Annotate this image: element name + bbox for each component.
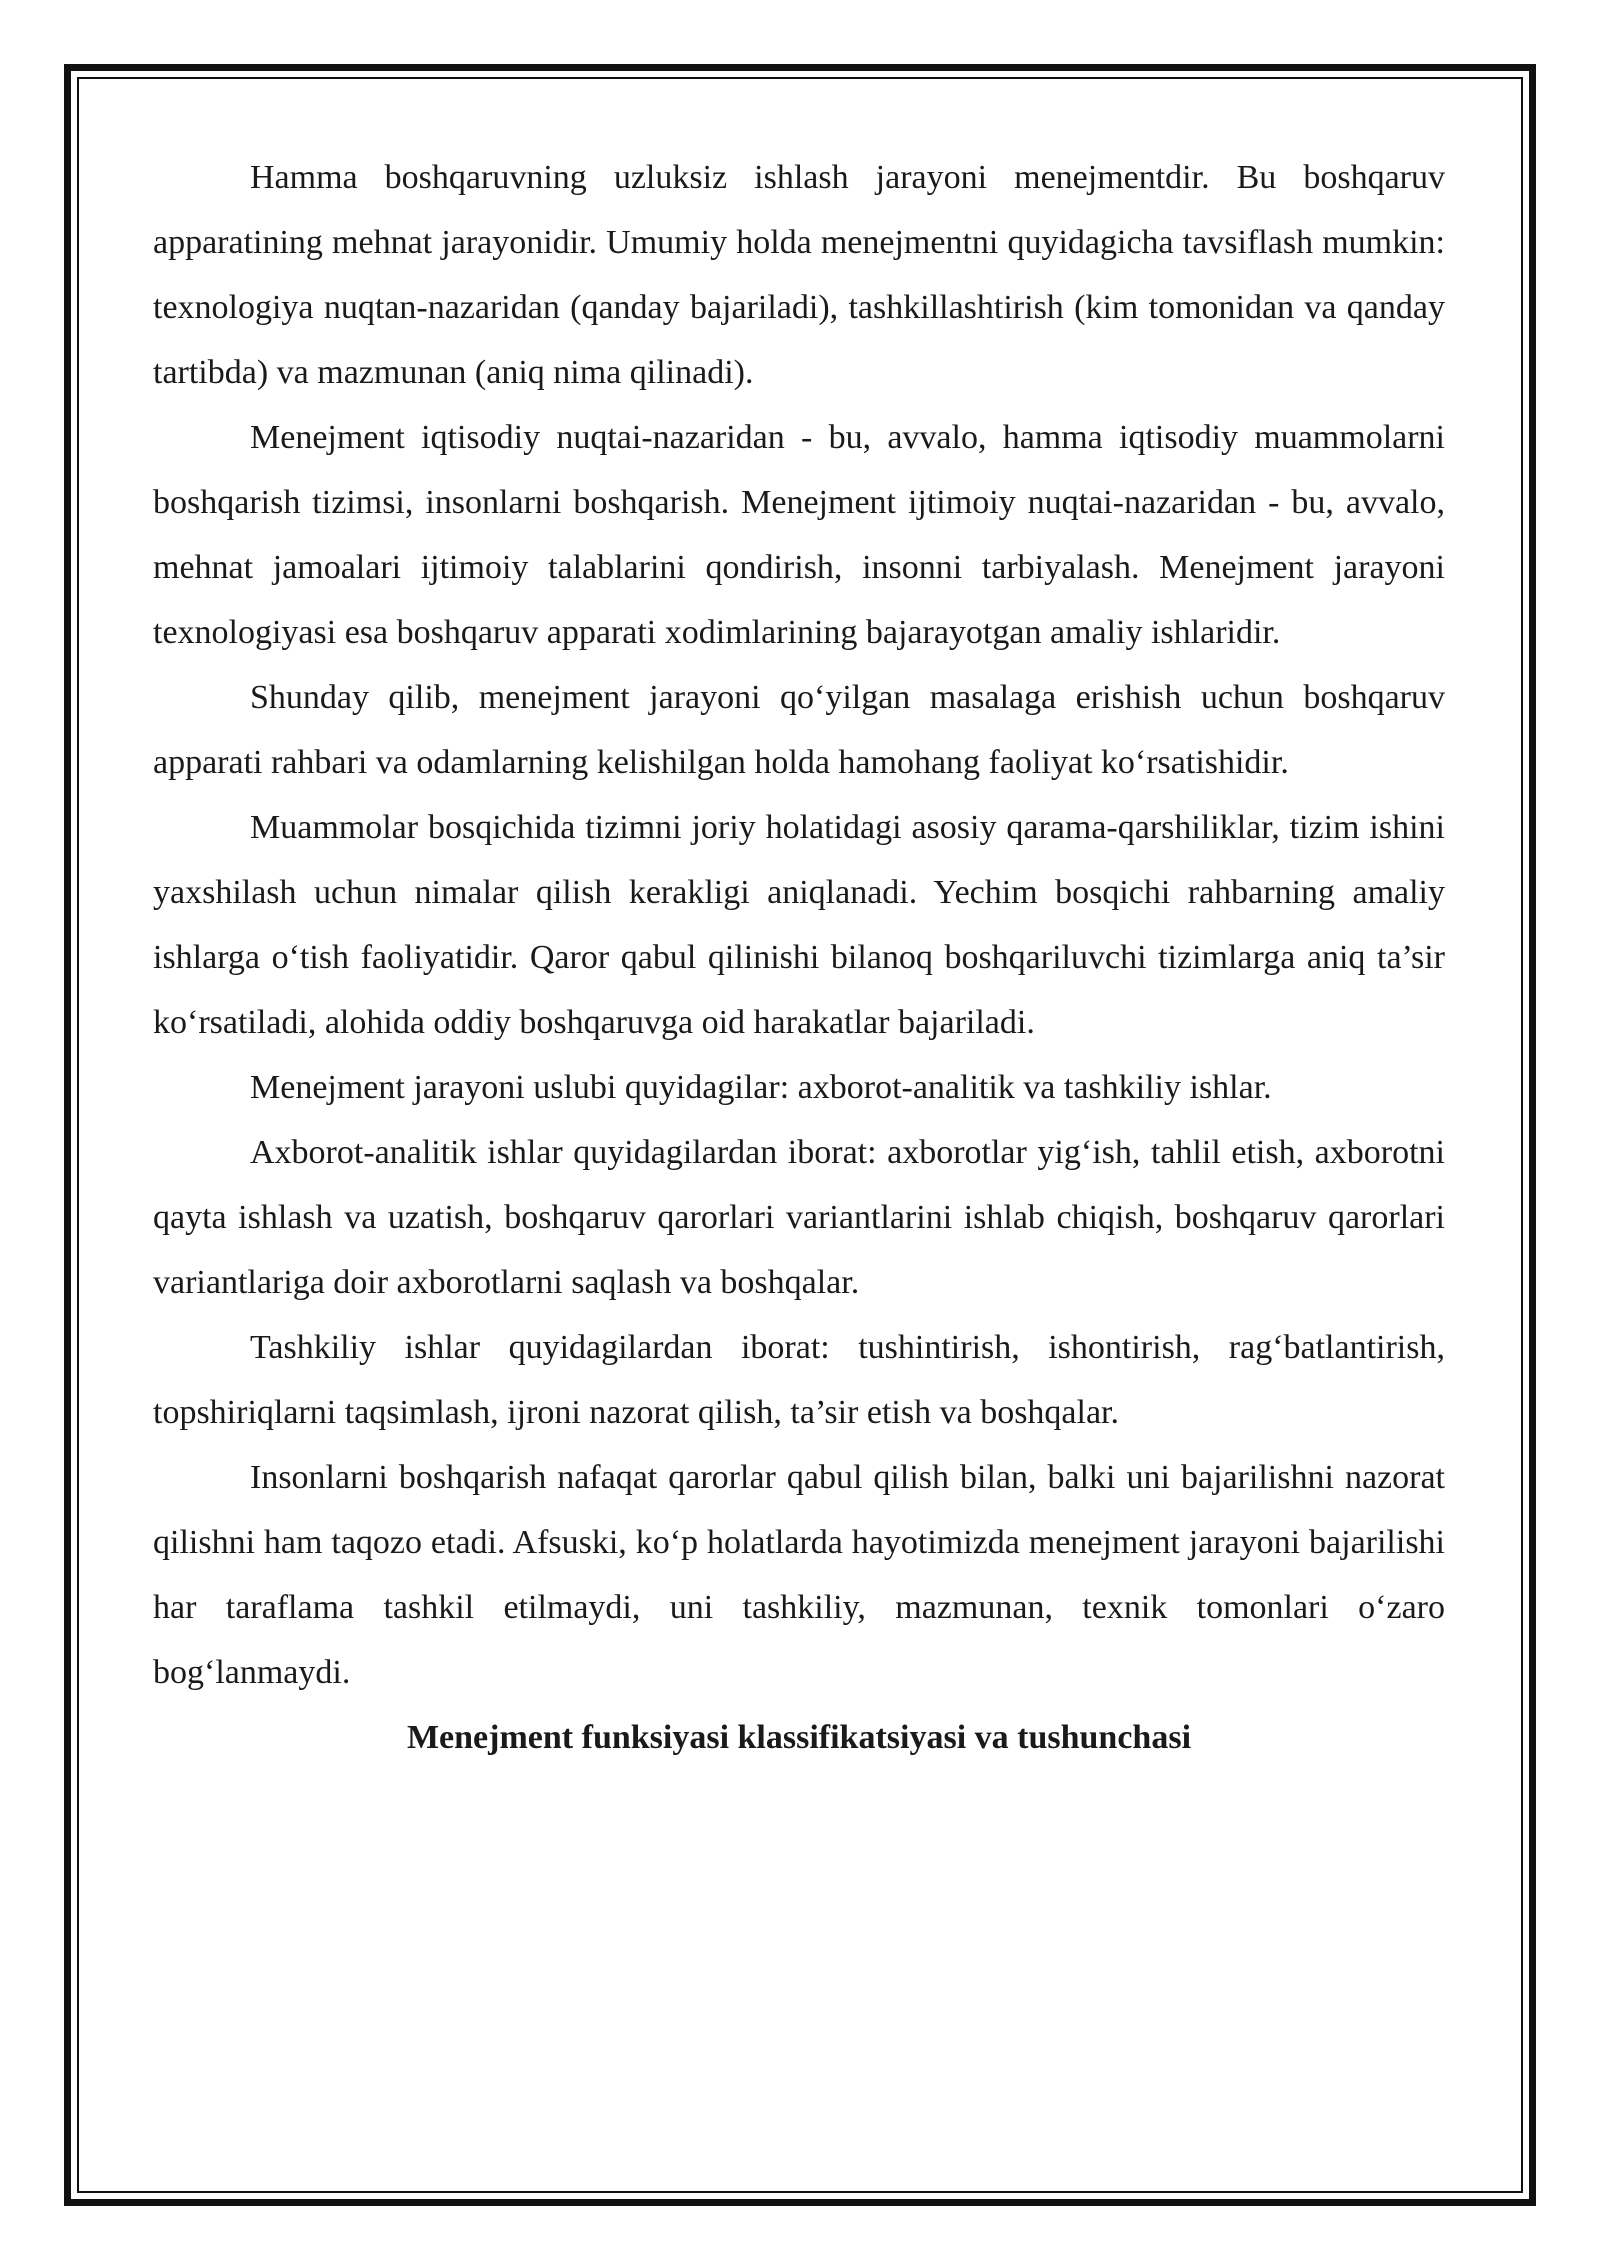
paragraph-7: Tashkiliy ishlar quyidagilardan iborat: tushintirish, ishontirish, rag‘batlantirish, topshiriqlarni taqsimlash, ijroni nazorat qilish, ta’sir etish va boshqalar. — [153, 1329, 1445, 1431]
section-heading: Menejment funksiyasi klassifikatsiyasi va tushunchasi — [406, 1719, 1192, 1756]
paragraph-4: Muammolar bosqichida tizimni joriy holatidagi asosiy qarama-qarshiliklar, tizim ishini yaxshilash uchun nimalar qilish kerakligi aniqlanadi. Yechim bosqichi rahbarning amaliy ishlarga o‘tish faoliyatidir. Qaror qabul qilinishi bilanoq boshqariluvchi tizimlarga aniq ta’sir ko‘rsatiladi, alohida oddiy boshqaruvga oid harakatlar bajariladi. — [153, 809, 1445, 1041]
paragraph-3: Shunday qilib, menejment jarayoni qo‘yilgan masalaga erishish uchun boshqaruv apparati rahbari va odamlarning kelishilgan holda hamohang faoliyat ko‘rsatishidir. — [153, 679, 1445, 781]
paragraph-8: Insonlarni boshqarish nafaqat qarorlar qabul qilish bilan, balki uni bajarilishni nazorat qilishni ham taqozo etadi. Afsuski, ko‘p holatlarda hayotimizda menejment jarayoni bajarilishi har taraflama tashkil etilmaydi, uni tashkiliy, mazmunan, texnik tomonlari o‘zaro bog‘lanmaydi. — [153, 1459, 1445, 1691]
paragraph-6: Axborot-analitik ishlar quyidagilardan iborat: axborotlar yig‘ish, tahlil etish, axborotni qayta ishlash va uzatish, boshqaruv qarorlari variantlarini ishlab chiqish, boshqaruv qarorlari variantlariga doir axborotlarni saqlash va boshqalar. — [153, 1134, 1445, 1301]
paragraph-2: Menejment iqtisodiy nuqtai-nazaridan - bu, avvalo, hamma iqtisodiy muammolarni boshqarish tizimsi, insonlarni boshqarish. Menejment ijtimoiy nuqtai-nazaridan - bu, avvalo, mehnat jamoalari ijtimoiy talablarini qondirish, insonni tarbiyalash. Menejment jarayoni texnologiyasi esa boshqaruv apparati xodimlarining bajarayotgan amaliy ishlaridir. — [153, 419, 1445, 651]
document-body — [153, 145, 1445, 1770]
paragraph-1: Hamma boshqaruvning uzluksiz ishlash jarayoni menejmentdir. Bu boshqaruv apparatining mehnat jarayonidir. Umumiy holda menejmentni quyidagicha tavsiflash mumkin: texnologiya nuqtan-nazaridan (qanday bajariladi), tashkillashtirish (kim tomonidan va qanday tartibda) va mazmunan (aniq nima qilinadi). — [153, 159, 1445, 391]
paragraph-5: Menejment jarayoni uslubi quyidagilar: axborot-analitik va tashkiliy ishlar. — [250, 1069, 1272, 1106]
